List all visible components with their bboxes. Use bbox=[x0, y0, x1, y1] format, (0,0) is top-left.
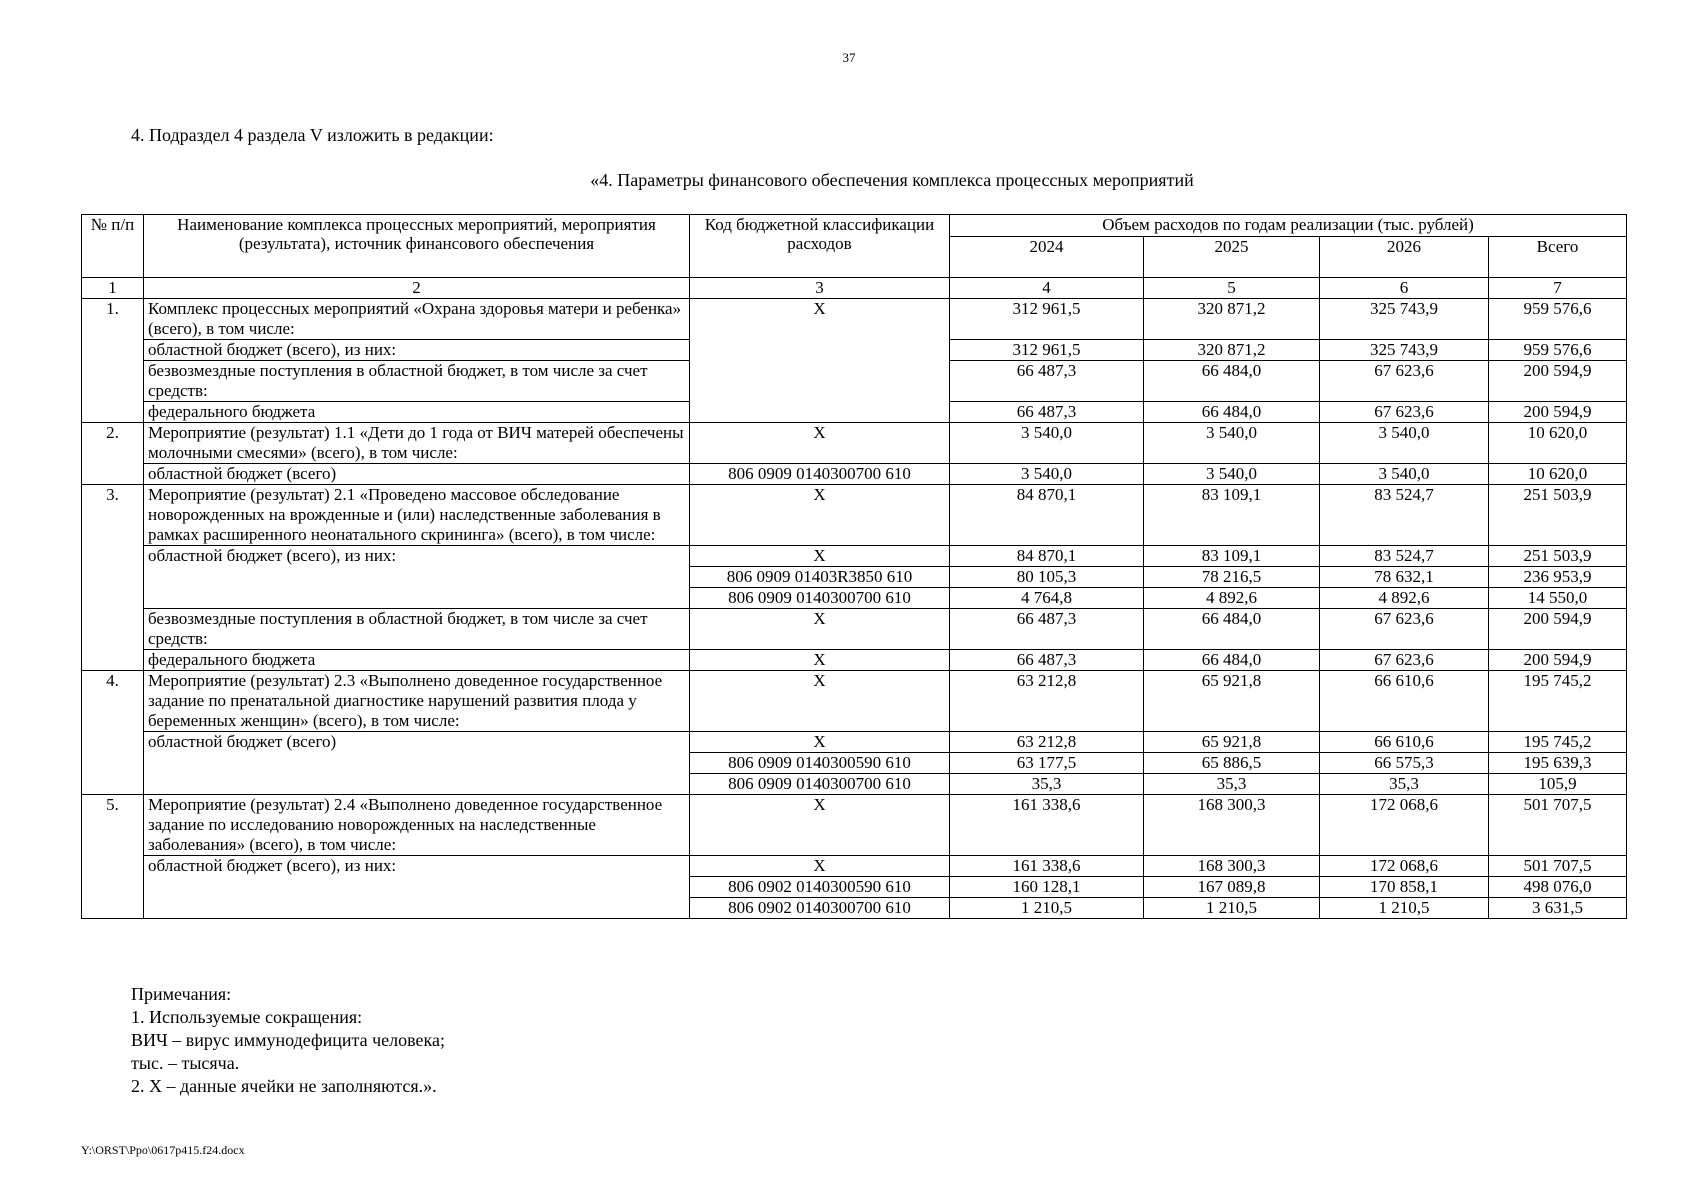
notes bbox=[131, 983, 445, 1098]
value-2025: 168 300,3 bbox=[1144, 856, 1320, 877]
value-total: 200 594,9 bbox=[1489, 361, 1627, 402]
value-total: 14 550,0 bbox=[1489, 588, 1627, 609]
value-2025: 66 484,0 bbox=[1144, 402, 1320, 423]
value-2025: 65 921,8 bbox=[1144, 671, 1320, 732]
row-code: 806 0902 0140300700 610 bbox=[690, 898, 950, 919]
row-number: 1. bbox=[82, 299, 144, 423]
financial-table bbox=[81, 214, 1627, 919]
value-2024: 3 540,0 bbox=[950, 464, 1144, 485]
value-2025: 3 540,0 bbox=[1144, 464, 1320, 485]
value-2024: 35,3 bbox=[950, 774, 1144, 795]
notes-heading: Примечания: bbox=[131, 984, 232, 1004]
row-code: 806 0909 01403R3850 610 bbox=[690, 567, 950, 588]
value-2024: 312 961,5 bbox=[950, 340, 1144, 361]
footer-file-path: Y:\ORST\Ppo\0617p415.f24.docx bbox=[81, 1143, 245, 1157]
row-code: Х bbox=[690, 485, 950, 546]
row-code: 806 0909 0140300590 610 bbox=[690, 753, 950, 774]
note-item: тыс. – тысяча. bbox=[131, 1053, 240, 1073]
note-item: ВИЧ – вирус иммунодефицита человека; bbox=[131, 1030, 445, 1050]
table-row bbox=[82, 856, 1627, 877]
value-total: 501 707,5 bbox=[1489, 795, 1627, 856]
row-code: Х bbox=[690, 795, 950, 856]
row-code: Х bbox=[690, 609, 950, 650]
row-code: Х bbox=[690, 856, 950, 877]
header-volume: Объем расходов по годам реализации (тыс. рублей) bbox=[950, 215, 1627, 237]
value-2024: 66 487,3 bbox=[950, 609, 1144, 650]
row-number: 4. bbox=[82, 671, 144, 795]
value-2026: 3 540,0 bbox=[1320, 464, 1489, 485]
value-2024: 312 961,5 bbox=[950, 299, 1144, 340]
value-2026: 83 524,7 bbox=[1320, 485, 1489, 546]
value-2024: 63 212,8 bbox=[950, 671, 1144, 732]
value-total: 200 594,9 bbox=[1489, 609, 1627, 650]
value-2024: 63 177,5 bbox=[950, 753, 1144, 774]
row-name: Комплекс процессных мероприятий «Охрана здоровья матери и ребенка» (всего), в том числе: bbox=[144, 299, 690, 340]
value-2025: 35,3 bbox=[1144, 774, 1320, 795]
value-2024: 80 105,3 bbox=[950, 567, 1144, 588]
value-2025: 168 300,3 bbox=[1144, 795, 1320, 856]
column-number: 3 bbox=[690, 278, 950, 299]
value-2026: 325 743,9 bbox=[1320, 299, 1489, 340]
value-2025: 320 871,2 bbox=[1144, 299, 1320, 340]
value-2026: 1 210,5 bbox=[1320, 898, 1489, 919]
table-header-row bbox=[82, 215, 1627, 237]
value-2025: 1 210,5 bbox=[1144, 898, 1320, 919]
note-item: 2. Х – данные ячейки не заполняются.». bbox=[131, 1076, 437, 1096]
row-code: Х bbox=[690, 732, 950, 753]
value-2025: 320 871,2 bbox=[1144, 340, 1320, 361]
value-total: 498 076,0 bbox=[1489, 877, 1627, 898]
row-code: Х bbox=[690, 423, 950, 464]
row-code: Х bbox=[690, 671, 950, 732]
value-2024: 1 210,5 bbox=[950, 898, 1144, 919]
column-number: 1 bbox=[82, 278, 144, 299]
table-row bbox=[82, 650, 1627, 671]
value-total: 959 576,6 bbox=[1489, 299, 1627, 340]
row-name: федерального бюджета bbox=[144, 402, 690, 423]
row-code: 806 0909 0140300700 610 bbox=[690, 774, 950, 795]
column-number: 4 bbox=[950, 278, 1144, 299]
value-2024: 66 487,3 bbox=[950, 361, 1144, 402]
row-name: областной бюджет (всего) bbox=[144, 464, 690, 485]
value-2025: 65 921,8 bbox=[1144, 732, 1320, 753]
value-2026: 66 610,6 bbox=[1320, 671, 1489, 732]
row-code: Х bbox=[690, 546, 950, 567]
table-row bbox=[82, 299, 1627, 340]
value-2026: 170 858,1 bbox=[1320, 877, 1489, 898]
value-2026: 172 068,6 bbox=[1320, 856, 1489, 877]
value-total: 10 620,0 bbox=[1489, 464, 1627, 485]
value-2024: 66 487,3 bbox=[950, 402, 1144, 423]
value-2024: 161 338,6 bbox=[950, 795, 1144, 856]
value-2025: 66 484,0 bbox=[1144, 361, 1320, 402]
value-2026: 83 524,7 bbox=[1320, 546, 1489, 567]
value-total: 3 631,5 bbox=[1489, 898, 1627, 919]
row-name: Мероприятие (результат) 1.1 «Дети до 1 года от ВИЧ матерей обеспечены молочными смесями» (всего), в том числе: bbox=[144, 423, 690, 464]
row-name: федерального бюджета bbox=[144, 650, 690, 671]
table-row bbox=[82, 464, 1627, 485]
row-name: Мероприятие (результат) 2.3 «Выполнено доведенное государственное задание по пренатальной диагностике нарушений развития плода у беременных женщин» (всего), в том числе: bbox=[144, 671, 690, 732]
value-2025: 4 892,6 bbox=[1144, 588, 1320, 609]
value-2026: 172 068,6 bbox=[1320, 795, 1489, 856]
header-name: Наименование комплекса процессных мероприятий, мероприятия (результата), источник финансового обеспечения bbox=[144, 215, 690, 278]
header-code: Код бюджетной классификации расходов bbox=[690, 215, 950, 278]
row-code: 806 0909 0140300700 610 bbox=[690, 588, 950, 609]
column-number: 7 bbox=[1489, 278, 1627, 299]
table-row bbox=[82, 546, 1627, 567]
row-code: Х bbox=[690, 299, 950, 423]
header-year: 2024 bbox=[950, 237, 1144, 278]
value-2026: 4 892,6 bbox=[1320, 588, 1489, 609]
column-number: 6 bbox=[1320, 278, 1489, 299]
value-total: 200 594,9 bbox=[1489, 402, 1627, 423]
value-2026: 67 623,6 bbox=[1320, 609, 1489, 650]
table-row bbox=[82, 609, 1627, 650]
page-number: 37 bbox=[842, 50, 856, 65]
table-row bbox=[82, 485, 1627, 546]
column-number: 2 bbox=[144, 278, 690, 299]
value-total: 200 594,9 bbox=[1489, 650, 1627, 671]
value-2025: 65 886,5 bbox=[1144, 753, 1320, 774]
value-total: 195 745,2 bbox=[1489, 732, 1627, 753]
row-code: 806 0909 0140300700 610 bbox=[690, 464, 950, 485]
value-2025: 167 089,8 bbox=[1144, 877, 1320, 898]
value-2025: 83 109,1 bbox=[1144, 546, 1320, 567]
value-2024: 4 764,8 bbox=[950, 588, 1144, 609]
row-number: 3. bbox=[82, 485, 144, 671]
column-number-row bbox=[82, 278, 1627, 299]
column-number: 5 bbox=[1144, 278, 1320, 299]
value-2026: 67 623,6 bbox=[1320, 650, 1489, 671]
value-2025: 66 484,0 bbox=[1144, 609, 1320, 650]
row-name: областной бюджет (всего), из них: bbox=[144, 856, 690, 919]
row-number: 5. bbox=[82, 795, 144, 919]
header-year: 2025 bbox=[1144, 237, 1320, 278]
value-total: 10 620,0 bbox=[1489, 423, 1627, 464]
value-total: 105,9 bbox=[1489, 774, 1627, 795]
value-2024: 63 212,8 bbox=[950, 732, 1144, 753]
value-2024: 84 870,1 bbox=[950, 485, 1144, 546]
value-2026: 78 632,1 bbox=[1320, 567, 1489, 588]
row-code: 806 0902 0140300590 610 bbox=[690, 877, 950, 898]
row-name: Мероприятие (результат) 2.1 «Проведено массовое обследование новорожденных на врожденные и (или) наследственные заболевания в рамках расширенного неонатального скрининга» (всего), в том числе: bbox=[144, 485, 690, 546]
row-number: 2. bbox=[82, 423, 144, 485]
header-year: 2026 bbox=[1320, 237, 1489, 278]
table-title: «4. Параметры финансового обеспечения комплекса процессных мероприятий bbox=[590, 170, 1194, 190]
row-name: безвозмездные поступления в областной бюджет, в том числе за счет средств: bbox=[144, 609, 690, 650]
value-2026: 66 575,3 bbox=[1320, 753, 1489, 774]
value-2025: 3 540,0 bbox=[1144, 423, 1320, 464]
header-num: № п/п bbox=[82, 215, 144, 278]
value-2025: 66 484,0 bbox=[1144, 650, 1320, 671]
value-2024: 3 540,0 bbox=[950, 423, 1144, 464]
value-2025: 83 109,1 bbox=[1144, 485, 1320, 546]
value-2026: 67 623,6 bbox=[1320, 402, 1489, 423]
table-row bbox=[82, 795, 1627, 856]
table-row bbox=[82, 671, 1627, 732]
value-2026: 66 610,6 bbox=[1320, 732, 1489, 753]
value-total: 501 707,5 bbox=[1489, 856, 1627, 877]
row-name: областной бюджет (всего), из них: bbox=[144, 546, 690, 609]
value-total: 236 953,9 bbox=[1489, 567, 1627, 588]
table-row bbox=[82, 423, 1627, 464]
intro-paragraph: 4. Подраздел 4 раздела V изложить в редакции: bbox=[131, 125, 494, 145]
header-total: Всего bbox=[1489, 237, 1627, 278]
table-row bbox=[82, 732, 1627, 753]
value-total: 959 576,6 bbox=[1489, 340, 1627, 361]
value-2024: 161 338,6 bbox=[950, 856, 1144, 877]
value-2026: 67 623,6 bbox=[1320, 361, 1489, 402]
value-2024: 66 487,3 bbox=[950, 650, 1144, 671]
value-total: 251 503,9 bbox=[1489, 485, 1627, 546]
value-2026: 325 743,9 bbox=[1320, 340, 1489, 361]
row-code: Х bbox=[690, 650, 950, 671]
row-name: Мероприятие (результат) 2.4 «Выполнено доведенное государственное задание по исследованию новорожденных на наследственные заболевания» (всего), в том числе: bbox=[144, 795, 690, 856]
row-name: областной бюджет (всего) bbox=[144, 732, 690, 795]
value-2025: 78 216,5 bbox=[1144, 567, 1320, 588]
value-2024: 84 870,1 bbox=[950, 546, 1144, 567]
value-total: 195 639,3 bbox=[1489, 753, 1627, 774]
value-2026: 3 540,0 bbox=[1320, 423, 1489, 464]
note-item: 1. Используемые сокращения: bbox=[131, 1007, 363, 1027]
value-2026: 35,3 bbox=[1320, 774, 1489, 795]
value-total: 251 503,9 bbox=[1489, 546, 1627, 567]
row-name: безвозмездные поступления в областной бюджет, в том числе за счет средств: bbox=[144, 361, 690, 402]
row-name: областной бюджет (всего), из них: bbox=[144, 340, 690, 361]
value-2024: 160 128,1 bbox=[950, 877, 1144, 898]
value-total: 195 745,2 bbox=[1489, 671, 1627, 732]
